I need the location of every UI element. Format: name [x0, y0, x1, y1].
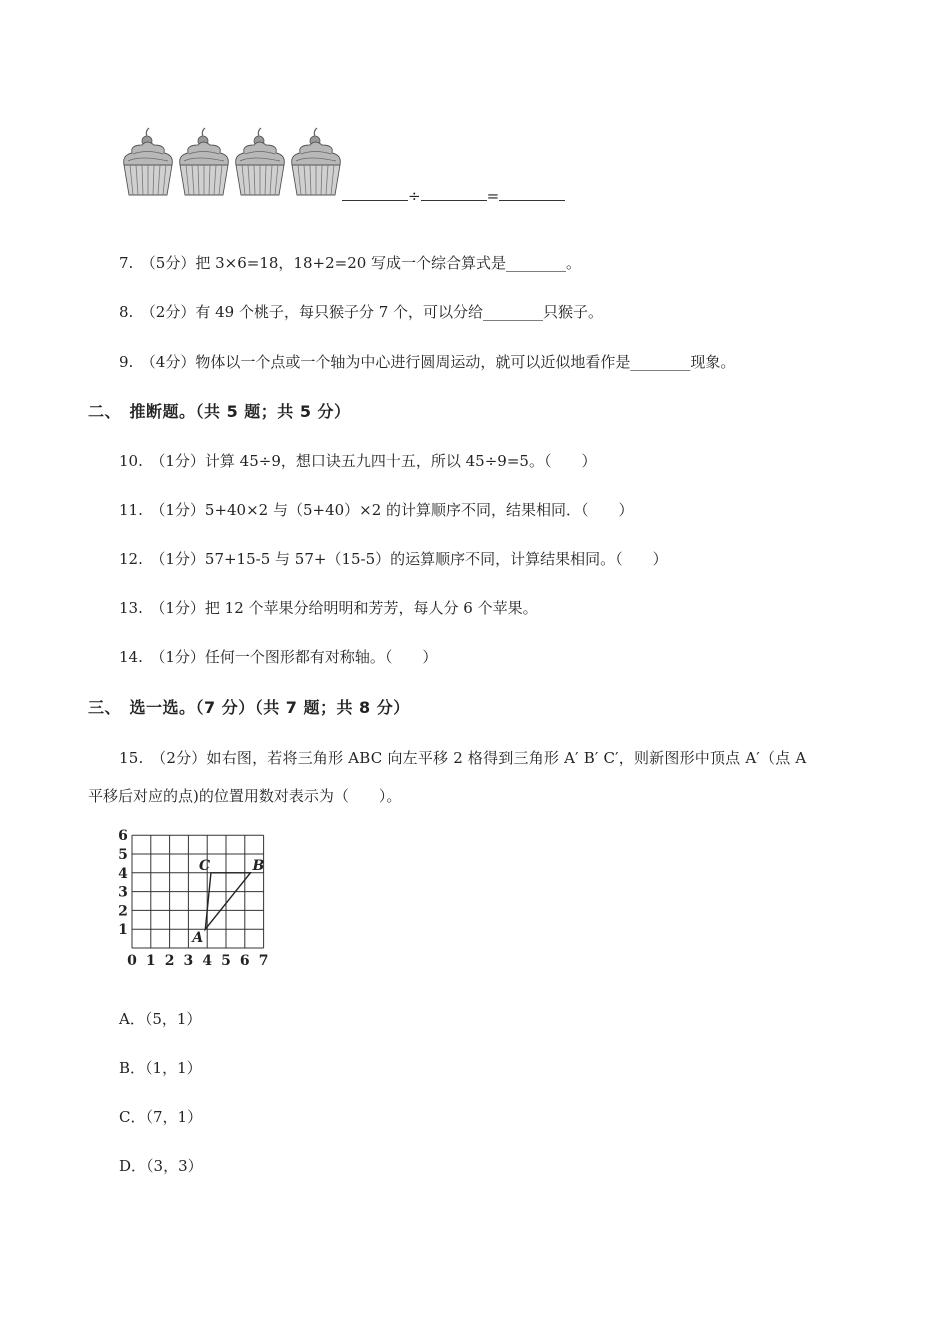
- x-tick-7: 7: [258, 953, 269, 969]
- cupcake-1: [124, 128, 173, 195]
- x-tick-3: 3: [183, 953, 194, 969]
- y-tick-6: 6: [118, 828, 128, 845]
- section-2-title: 二、 推断题。（共 5 题；共 5 分）: [88, 402, 351, 421]
- question-15-line-1: 15. （2分）如右图，若将三角形 ABC 向左平移 2 格得到三角形 A′ B′ C′，则新图形中顶点 A′（点 A: [119, 749, 807, 767]
- y-tick-5: 5: [118, 847, 128, 863]
- y-tick-2: 2: [118, 903, 128, 920]
- y-tick-3: 3: [118, 884, 128, 901]
- equals-sign: =: [486, 187, 500, 205]
- x-tick-6: 6: [239, 953, 250, 969]
- point-label-a: A: [192, 930, 204, 947]
- x-tick-labels: [127, 953, 268, 969]
- point-label-c: C: [198, 857, 211, 874]
- question-9: 9. （4分）物体以一个点或一个轴为中心进行圆周运动，就可以近似地看作是________现象。: [119, 353, 736, 371]
- x-tick-4: 4: [202, 953, 213, 969]
- coordinate-grid-figure: [114, 828, 274, 970]
- cupcakes-illustration: [120, 127, 345, 199]
- blank-dividend[interactable]: [342, 186, 408, 201]
- cupcake-2: [180, 128, 229, 195]
- question-13: 13. （1分）把 12 个苹果分给明明和芳芳，每人分 6 个苹果。: [119, 599, 538, 617]
- blank-divisor[interactable]: [421, 186, 487, 201]
- cupcake-4: [292, 128, 341, 195]
- point-label-b: B: [252, 857, 265, 874]
- cupcake-3: [236, 128, 285, 195]
- y-tick-labels: [118, 828, 128, 938]
- option-b[interactable]: B．（1，1）: [119, 1059, 202, 1077]
- question-12: 12. （1分）57+15-5 与 57+（15-5）的运算顺序不同，计算结果相同。（ ）: [119, 550, 668, 568]
- y-tick-1: 1: [118, 922, 128, 939]
- question-15-line-2: 平移后对应的点)的位置用数对表示为（ ）。: [88, 787, 402, 805]
- option-c[interactable]: C．（7，1）: [119, 1108, 203, 1126]
- section-3-title: 三、 选一选。（7 分）（共 7 题；共 8 分）: [88, 698, 410, 717]
- x-tick-5: 5: [221, 953, 231, 969]
- y-tick-4: 4: [118, 865, 128, 882]
- triangle-abc: [205, 873, 250, 929]
- question-11: 11. （1分）5+40×2 与（5+40）×2 的计算顺序不同，结果相同．（ ）: [119, 501, 634, 519]
- x-tick-2: 2: [164, 953, 175, 969]
- question-14: 14. （1分）任何一个图形都有对称轴。（ ）: [119, 648, 438, 666]
- division-equation-blanks: [342, 186, 565, 205]
- option-a[interactable]: A．（5，1）: [119, 1010, 202, 1028]
- x-tick-0: 0: [127, 953, 137, 969]
- question-8: 8. （2分）有 49 个桃子，每只猴子分 7 个，可以分给________只猴子。: [119, 303, 604, 321]
- question-7: 7. （5分）把 3×6=18，18+2=20 写成一个综合算式是________。: [119, 254, 582, 272]
- option-d[interactable]: D．（3，3）: [119, 1157, 203, 1175]
- divide-sign: ÷: [408, 187, 421, 205]
- question-10: 10. （1分）计算 45÷9，想口诀五九四十五，所以 45÷9=5。（ ）: [119, 452, 597, 470]
- x-tick-1: 1: [145, 953, 156, 969]
- blank-quotient[interactable]: [499, 186, 565, 201]
